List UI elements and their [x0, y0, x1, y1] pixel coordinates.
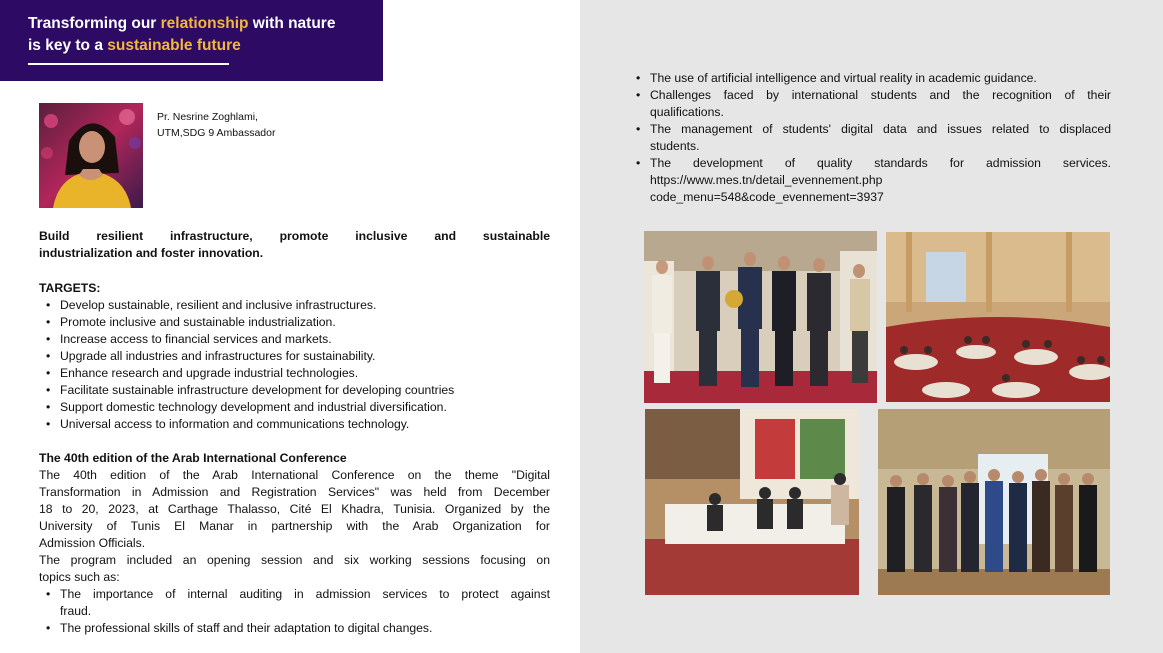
topic-item: • The professional skills of staff and their adaptation to digital changes.	[39, 620, 550, 637]
target-item: • Enhance research and upgrade industrial technologies.	[39, 365, 550, 382]
target-item: • Develop sustainable, resilient and inclusive infrastructures.	[39, 297, 550, 314]
program-line: The program included an opening session and six working sessions focusing on	[39, 553, 550, 567]
goal-statement	[39, 228, 550, 262]
program-line: topics such as:	[39, 570, 120, 584]
conference-paragraph-line: Admission Officials.	[39, 536, 146, 550]
conference-paragraph-line: Transformation in Admission and Registration Services" was held from December	[39, 485, 550, 499]
target-item: • Facilitate sustainable infrastructure development for developing countries	[39, 382, 550, 399]
event-link-line: code_menu=548&code_evennement=3937	[650, 190, 884, 204]
conference-section	[39, 450, 550, 637]
banner-text-part: with nature	[248, 15, 336, 32]
topic-line: fraud.	[60, 604, 92, 618]
banner-underline	[28, 63, 229, 65]
topic-line: • The development of quality standards for admission services.	[650, 156, 1111, 170]
left-panel	[0, 0, 580, 653]
conference-topics-list	[39, 586, 550, 637]
topic-line: qualifications.	[650, 105, 724, 119]
goal-line: Build resilient infrastructure, promote inclusive and sustainable	[39, 229, 550, 243]
banner-text-part: Transforming our	[28, 15, 161, 32]
author-portrait	[39, 103, 143, 208]
topic-item	[629, 87, 1111, 121]
target-item: • Support domestic technology development and industrial diversification.	[39, 399, 550, 416]
topic-item: • The use of artificial intelligence and virtual reality in academic guidance.	[629, 70, 1111, 87]
banner-text-part: is key to a	[28, 37, 108, 54]
topic-line: • The importance of internal auditing in admission services to protect against	[60, 587, 550, 601]
targets-heading: TARGETS:	[39, 281, 101, 295]
event-link-line: https://www.mes.tn/detail_evennement.php	[650, 173, 883, 187]
target-item: • Increase access to financial services and markets.	[39, 331, 550, 348]
photo-panel-session	[645, 409, 859, 595]
topic-item	[629, 121, 1111, 155]
topic-line: • The management of students' digital data and issues related to displaced	[650, 122, 1111, 136]
author-role: UTM,SDG 9 Ambassador	[157, 127, 276, 139]
conference-paragraph-line: University of Tunis El Manar in partnership with the Arab Organization for	[39, 519, 550, 533]
topic-line: students.	[650, 139, 700, 153]
conference-paragraph-line: 18 to 20, 2023, at Carthage Thalasso, Cité El Khadra, Tunisia. Organized by the	[39, 502, 550, 516]
banner-title	[28, 13, 335, 57]
target-item: • Promote inclusive and sustainable industrialization.	[39, 314, 550, 331]
author-byline	[157, 109, 275, 141]
goal-line: industrialization and foster innovation.	[39, 246, 264, 260]
topic-item	[39, 586, 550, 620]
photo-award-ceremony	[644, 231, 877, 403]
conference-heading: The 40th edition of the Arab International Conference	[39, 451, 347, 465]
target-item: • Universal access to information and communications technology.	[39, 416, 550, 433]
photo-conference-hall	[886, 232, 1110, 402]
author-name: Pr. Nesrine Zoghlami,	[157, 111, 258, 123]
topic-item	[629, 155, 1111, 206]
banner-highlight: sustainable future	[107, 37, 241, 54]
header-banner	[0, 0, 383, 81]
banner-highlight: relationship	[160, 15, 249, 32]
targets-list	[39, 297, 550, 433]
target-item: • Upgrade all industries and infrastructures for sustainability.	[39, 348, 550, 365]
photo-group	[878, 409, 1110, 595]
right-topics-list	[629, 70, 1111, 206]
conference-paragraph-line: The 40th edition of the Arab International Conference on the theme "Digital	[39, 468, 550, 482]
targets-section	[39, 280, 550, 433]
topic-line: • Challenges faced by international students and the recognition of their	[650, 88, 1111, 102]
